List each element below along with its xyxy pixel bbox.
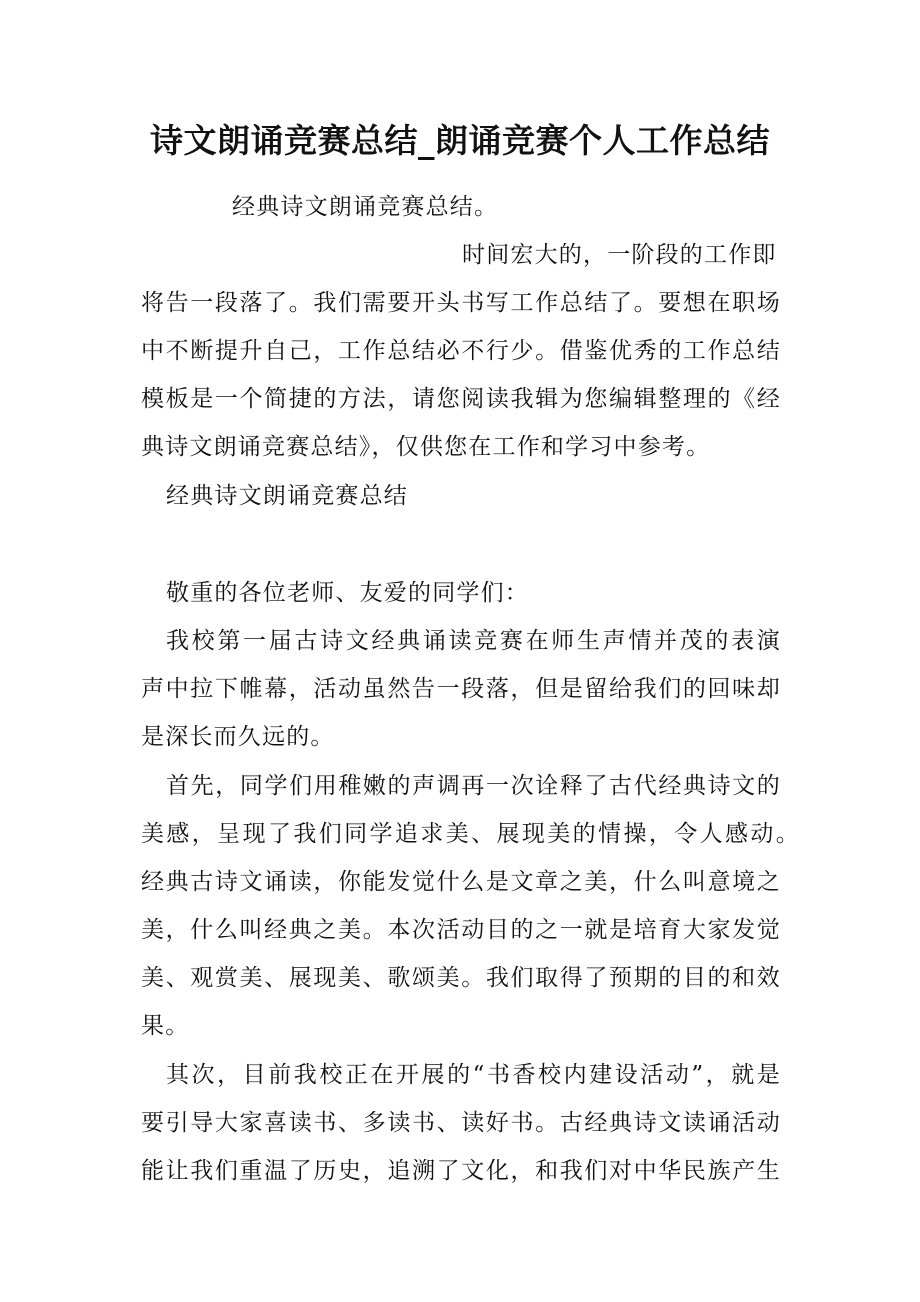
salutation: 敬重的各位老师、友爱的同学们： — [166, 580, 529, 606]
paragraph-line: 经典古诗文诵读，你能发觉什么是文章之美，什么叫意境之 — [141, 869, 781, 895]
paragraph-line: 首先，同学们用稚嫩的声调再一次诠释了古代经典诗文的 — [166, 773, 781, 799]
document-title: 诗文朗诵竞赛总结_朗诵竞赛个人工作总结 — [150, 121, 770, 160]
paragraph-line: 果。 — [141, 1013, 190, 1039]
intro-line: 时间宏大的，一阶段的工作即 — [462, 242, 777, 268]
paragraph-line: 美感，呈现了我们同学追求美、展现美的情操，令人感动。 — [141, 821, 800, 847]
section-heading: 经典诗文朗诵竞赛总结 — [166, 483, 408, 509]
paragraph-line: 其次，目前我校正在开展的“书香校内建设活动”，就是 — [166, 1062, 781, 1088]
intro-line: 典诗文朗诵竞赛总结》，仅供您在工作和学习中参考。 — [141, 434, 711, 460]
paragraph-line: 能让我们重温了历史，追溯了文化，和我们对中华民族产生 — [141, 1158, 781, 1184]
paragraph-line: 是深长而久远的。 — [141, 724, 335, 750]
paragraph-line: 我校第一届古诗文经典诵读竞赛在师生声情并茂的表演 — [166, 628, 781, 654]
intro-line: 中不断提升自己，工作总结必不行少。借鉴优秀的工作总结 — [141, 338, 781, 364]
subtitle: 经典诗文朗诵竞赛总结。 — [232, 194, 499, 220]
paragraph-line: 要引导大家喜读书、多读书、读好书。古经典诗文读诵活动 — [141, 1110, 781, 1136]
paragraph-line: 美、观赏美、展现美、歌颂美。我们取得了预期的目的和效 — [141, 965, 781, 991]
paragraph-line: 声中拉下帷幕，活动虽然告一段落，但是留给我们的回味却 — [141, 676, 781, 702]
paragraph-line: 美，什么叫经典之美。本次活动目的之一就是培育大家发觉 — [141, 917, 781, 943]
intro-line: 模板是一个简捷的方法，请您阅读我辑为您编辑整理的《经 — [141, 386, 781, 412]
intro-line: 将告一段落了。我们需要开头书写工作总结了。要想在职场 — [141, 290, 781, 316]
